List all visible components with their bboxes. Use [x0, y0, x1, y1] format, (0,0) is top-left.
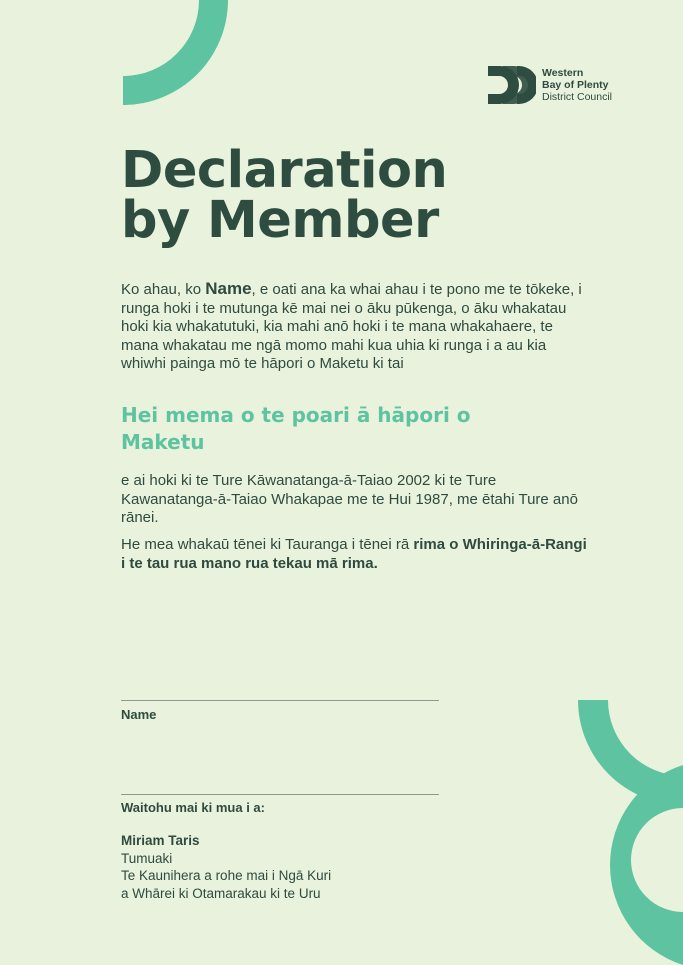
witness-label: Waitohu mai ki mua i a:	[121, 800, 265, 815]
signatory-org-line-2: a Whārei ki Otamarakau ki te Uru	[121, 885, 321, 901]
declaration-paragraph	[121, 280, 591, 374]
signatory-name: Miriam Taris	[121, 833, 200, 848]
council-logo	[486, 64, 612, 106]
signatory-org-line-1: Te Kaunihera a rohe mai i Ngā Kuri	[121, 868, 332, 883]
witness-signature-line	[121, 794, 439, 795]
intro-post: , e oati ana ka whai ahau i te pono me te tōkeke, i runga hoki i te mutunga kē mai nei o āku pūkenga, o āku whakatau hoki kia whakatutuki, kia mahi anō hoki i te mana whakahaere, te mana whakatau me ngā momo mahi kua uhia ki runga i a au kia whiwhi painga mō te hāpori o Maketu ki tai	[121, 281, 582, 373]
logo-line-2: Bay of Plenty	[542, 79, 609, 91]
title-line-2: by Member	[121, 191, 439, 250]
top-arc-decoration	[120, 0, 230, 110]
date-pre: He mea whakaū tēnei ki Tauranga i tēnei rā	[121, 536, 414, 553]
date-text: rima o Whiringa-ā-Rangi i te tau rua mano rua tekau mā rima.	[121, 536, 587, 572]
page-title	[121, 141, 448, 250]
signatory-block	[121, 832, 331, 902]
board-subheading: Hei mema o te poari ā hāpori o Maketu	[121, 403, 471, 454]
logo-line-3: District Council	[542, 91, 613, 103]
signatory-role: Tumuaki	[121, 850, 173, 866]
logo-line-1: Western	[542, 67, 584, 79]
member-name-placeholder: Name	[205, 279, 252, 298]
legislation-paragraph: e ai hoki ki te Ture Kāwanatanga-ā-Taiao 2002 ki te Ture Kawanatanga-ā-Taiao Whakapae me te Hui 1987, me ētahi Ture anō rānei.	[121, 472, 578, 527]
intro-pre: Ko ahau, ko	[121, 281, 206, 298]
name-label: Name	[121, 707, 157, 722]
council-logo-icon	[486, 64, 536, 106]
bottom-right-decoration	[578, 700, 683, 965]
title-line-1: Declaration	[121, 141, 448, 200]
date-paragraph	[121, 536, 591, 573]
name-signature-line	[121, 700, 439, 701]
